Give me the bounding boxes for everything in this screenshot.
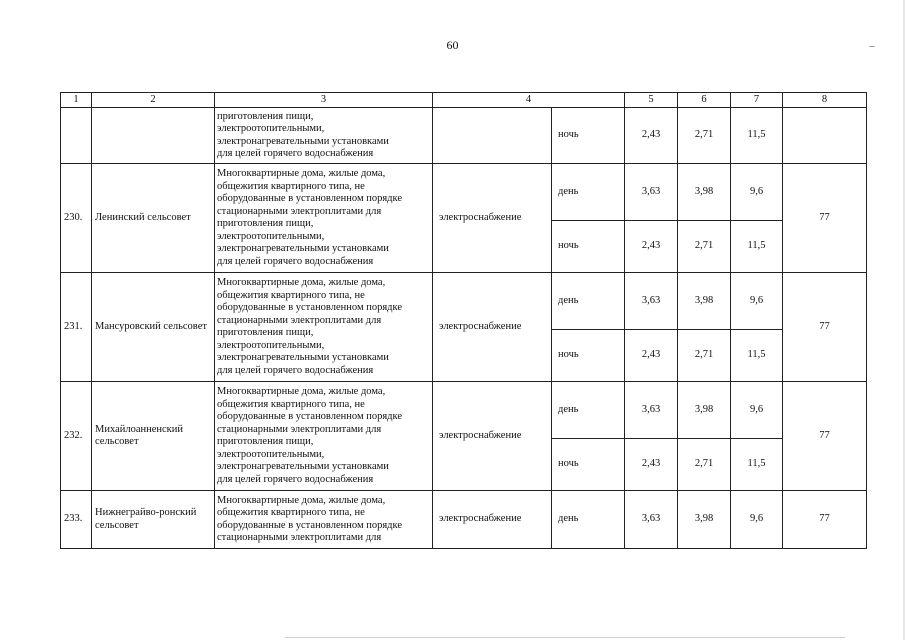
value-col7: 9,6 [731, 164, 783, 221]
period-cell: день [552, 382, 625, 439]
desc-line: стационарными электроплитами для [217, 314, 382, 326]
value-col6: 2,71 [678, 439, 731, 491]
desc-line: оборудованные в установленном порядке [217, 193, 403, 204]
desc-line: Многоквартирные дома, жилые дома, [217, 277, 386, 288]
desc-line: приготовления пищи, [217, 436, 314, 447]
header-cell: 6 [678, 93, 731, 108]
desc-line: электроотопительными, [217, 448, 325, 460]
tariff-table [60, 92, 867, 549]
value-col7: 11,5 [731, 108, 783, 164]
tariff-table-body [61, 93, 867, 549]
header-cell: 4 [433, 93, 625, 108]
value-col7: 11,5 [731, 330, 783, 382]
period-cell: ночь [552, 439, 625, 491]
desc-line: для целей горячего водоснабжения [217, 255, 374, 267]
desc-line: оборудованные в установленном порядке [217, 411, 403, 422]
desc-line: Многоквартирные дома, жилые дома, [217, 386, 386, 397]
desc-line: Многоквартирные дома, жилые дома, [217, 494, 386, 506]
page-number: 60 [446, 38, 459, 52]
value-col6: 3,98 [678, 164, 731, 221]
scan-bottom-line [285, 637, 845, 638]
consumer-description [215, 273, 433, 382]
locality-cell: Михайлоанненский сельсовет [92, 382, 215, 491]
table-row [61, 491, 867, 549]
desc-line: общежития квартирного типа, не [217, 507, 365, 518]
continuation-row [61, 108, 867, 164]
value-col6: 3,98 [678, 273, 731, 330]
period-cell: день [552, 164, 625, 221]
desc-line: электроотопительными, [217, 339, 325, 351]
service-cell: электроснабжение [433, 273, 552, 382]
service-cell: электроснабжение [433, 491, 552, 549]
desc-line: электроотопительными, [217, 230, 325, 242]
header-row [61, 93, 867, 108]
desc-line: стационарными электроплитами для [217, 423, 382, 435]
row-number-cell [61, 108, 92, 164]
value-col5: 3,63 [625, 382, 678, 439]
period-cell: ночь [552, 330, 625, 382]
value-col5: 2,43 [625, 330, 678, 382]
period-cell: день [552, 273, 625, 330]
value-col5: 3,63 [625, 491, 678, 549]
table-row [61, 382, 867, 439]
desc-line: приготовления пищи, [217, 218, 314, 229]
col8-cell: 77 [783, 164, 867, 273]
desc-line: общежития квартирного типа, не [217, 289, 365, 301]
desc-line: электронагревательными установками [217, 352, 389, 363]
table-row [61, 164, 867, 221]
header-cell: 2 [92, 93, 215, 108]
row-number-cell: 230. [61, 164, 92, 273]
value-col7: 9,6 [731, 273, 783, 330]
table-row [61, 273, 867, 330]
desc-line: общежития квартирного типа, не [217, 180, 365, 192]
value-col6: 3,98 [678, 491, 731, 549]
value-col5: 2,43 [625, 221, 678, 273]
service-cell [433, 108, 552, 164]
period-cell: ночь [552, 221, 625, 273]
desc-line: Многоквартирные дома, жилые дома, [217, 168, 386, 179]
value-col6: 3,98 [678, 382, 731, 439]
desc-line: приготовления пищи, [217, 110, 314, 122]
desc-line: для целей горячего водоснабжения [217, 148, 374, 159]
desc-line: электронагревательными установками [217, 461, 389, 472]
consumer-description [215, 108, 433, 164]
col8-cell: 77 [783, 382, 867, 491]
header-cell: 5 [625, 93, 678, 108]
desc-line: оборудованные в установленном порядке [217, 302, 403, 313]
value-col5: 2,43 [625, 108, 678, 164]
service-cell: электроснабжение [433, 164, 552, 273]
value-col7: 11,5 [731, 221, 783, 273]
value-col7: 9,6 [731, 491, 783, 549]
consumer-description [215, 382, 433, 491]
value-col6: 2,71 [678, 221, 731, 273]
locality-cell: Мансуровский сельсовет [92, 273, 215, 382]
scan-mark [869, 46, 875, 47]
desc-line: для целей горячего водоснабжения [217, 473, 374, 485]
value-col5: 3,63 [625, 164, 678, 221]
col8-cell: 77 [783, 491, 867, 549]
locality-cell: Ленинский сельсовет [92, 164, 215, 273]
desc-line: приготовления пищи, [217, 327, 314, 338]
row-number-cell: 233. [61, 491, 92, 549]
value-col5: 2,43 [625, 439, 678, 491]
service-cell: электроснабжение [433, 382, 552, 491]
row-number-cell: 232. [61, 382, 92, 491]
desc-line: оборудованные в установленном порядке [217, 519, 403, 531]
col8-cell [783, 108, 867, 164]
desc-line: стационарными электроплитами для [217, 532, 382, 543]
value-col6: 2,71 [678, 330, 731, 382]
value-col5: 3,63 [625, 273, 678, 330]
desc-line: электронагревательными установками [217, 243, 389, 254]
desc-line: стационарными электроплитами для [217, 205, 382, 217]
header-cell: 1 [61, 93, 92, 108]
period-cell: ночь [552, 108, 625, 164]
desc-line: общежития квартирного типа, не [217, 398, 365, 410]
desc-line: электронагревательными установками [217, 135, 389, 147]
desc-line: для целей горячего водоснабжения [217, 364, 374, 376]
desc-line: электроотопительными, [217, 123, 325, 134]
locality-cell: Нижнеграйво-ронский сельсовет [92, 491, 215, 549]
header-cell: 8 [783, 93, 867, 108]
value-col7: 9,6 [731, 382, 783, 439]
header-cell: 3 [215, 93, 433, 108]
locality-cell [92, 108, 215, 164]
period-cell: день [552, 491, 625, 549]
row-number-cell: 231. [61, 273, 92, 382]
value-col6: 2,71 [678, 108, 731, 164]
header-cell: 7 [731, 93, 783, 108]
consumer-description [215, 491, 433, 549]
col8-cell: 77 [783, 273, 867, 382]
consumer-description [215, 164, 433, 273]
value-col7: 11,5 [731, 439, 783, 491]
